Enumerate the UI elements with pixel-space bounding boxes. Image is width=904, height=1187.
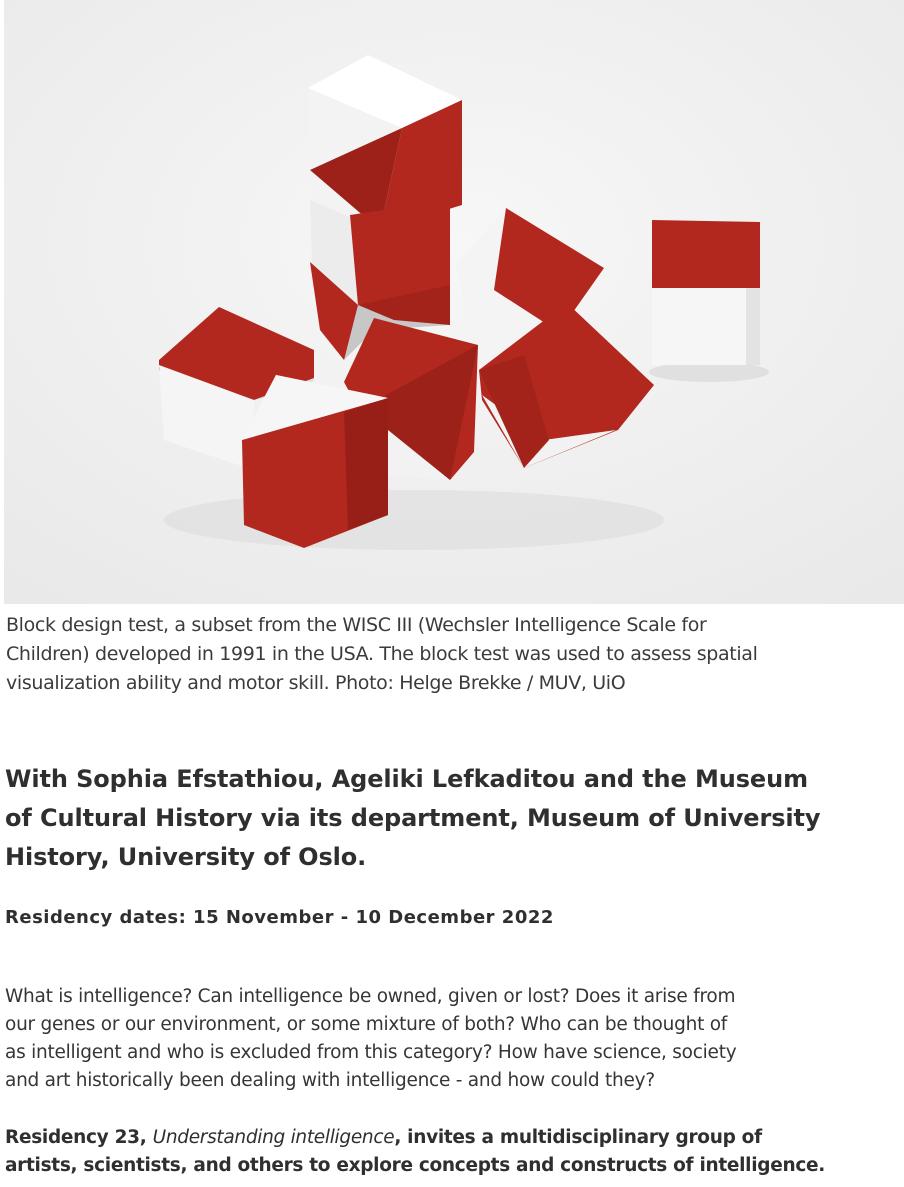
residency-prefix: Residency 23, bbox=[5, 1127, 153, 1148]
heading-line: of Cultural History via its department, Museum of University bbox=[5, 804, 821, 832]
residency-paragraph bbox=[5, 1124, 900, 1180]
heading-line: With Sophia Efstathiou, Ageliki Lefkaditou and the Museum bbox=[5, 765, 808, 793]
cubes-illustration bbox=[4, 0, 904, 604]
intro-paragraph bbox=[5, 983, 900, 1095]
page-heading bbox=[5, 760, 900, 877]
caption-line: Block design test, a subset from the WISC III (Wechsler Intelligence Scale for bbox=[6, 614, 707, 636]
caption-line: visualization ability and motor skill. Photo: Helge Brekke / MUV, UiO bbox=[6, 672, 626, 694]
paragraph-line: What is intelligence? Can intelligence be owned, given or lost? Does it arise from bbox=[5, 986, 736, 1007]
block-design-photo bbox=[4, 0, 904, 604]
paragraph-line bbox=[5, 1124, 900, 1152]
caption-line: Children) developed in 1991 in the USA. The block test was used to assess spatial bbox=[6, 643, 758, 665]
residency-title: Understanding intelligence bbox=[152, 1127, 395, 1148]
residency-line-rest: , invites a multidisciplinary group of bbox=[394, 1127, 762, 1148]
heading-line: History, University of Oslo. bbox=[5, 843, 367, 871]
paragraph-line: and art historically been dealing with intelligence - and how could they? bbox=[5, 1070, 655, 1091]
paragraph-line: as intelligent and who is excluded from this category? How have science, society bbox=[5, 1042, 737, 1063]
photo-caption bbox=[6, 611, 896, 698]
residency-dates: Residency dates: 15 November - 10 December 2022 bbox=[5, 907, 554, 928]
paragraph-line: artists, scientists, and others to explore concepts and constructs of intelligence. bbox=[5, 1155, 825, 1176]
paragraph-line: our genes or our environment, or some mixture of both? Who can be thought of bbox=[5, 1014, 728, 1035]
